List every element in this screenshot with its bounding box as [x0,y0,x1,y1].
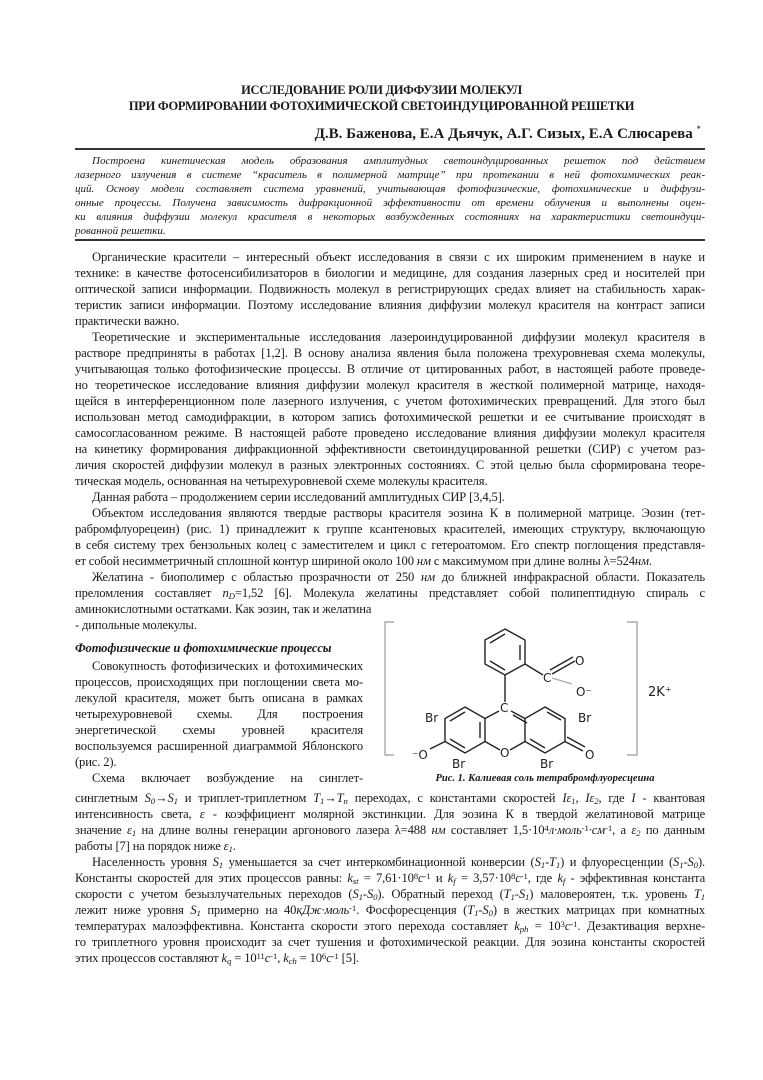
text-run: составляет 1,5·10 [445,823,545,837]
text-run: , [277,951,284,965]
text-run: , [575,791,586,805]
text-run: интенсивность света, [75,807,200,821]
italic-symbol: I [631,791,636,805]
text-run: преломления составляет [75,586,223,600]
subscript: 2 [594,795,599,806]
text-run: Совокупность фотофизических и фотохимических [92,659,363,673]
left-ring-double-bonds [450,712,480,748]
text-run: Теоретические и экспериментальные исследования лазероиндуцированной диффузии молекул красителя в [92,330,705,344]
superscript: 6 [321,950,327,961]
text-run: Органические красители – интересный объект исследования в связи с их широким применением в науке и [92,250,705,264]
text-line [75,377,705,393]
text-line [75,457,705,473]
text-run: переходах, с константами скоростей [347,791,563,805]
text-run: Схема включает возбуждение на синглет- [92,771,363,785]
italic-symbol: л·моль [548,823,582,837]
subscript: 1 [358,891,363,902]
text-run: (рис. 2). [75,755,117,769]
text-run: - коэффициент молярной экстинкции. Для эозина К в твердой желатиновой матрице [204,807,706,821]
text-run: но теоретическое исследование влияния диффузии молекул красителя в жесткой полимерной матрице, находя- [75,378,705,392]
subscript: st [352,875,359,886]
text-run: Населенность уровня [92,855,213,869]
text-run: технике: в качестве фотосенсибилизаторов в биологии и медицине, для создания лазерных сред и носителей при [75,266,705,280]
text-line [75,182,705,196]
text-line [75,770,363,786]
superscript: -1 [605,822,613,833]
italic-symbol: S [352,887,359,901]
italic-symbol: k [447,871,454,885]
text-run: Объектом исследования являются твердые растворы красителя эозина К в полимерной матрице. Эозин (тет- [92,506,705,520]
italic-symbol: c [515,871,521,885]
text-run: по данным [640,823,706,837]
subscript: 2 [636,827,641,838]
label-carboxylate-o: O⁻ [576,685,592,699]
superscript: 3 [560,918,565,929]
text-run: [5]. [338,951,359,965]
subscript: 1 [319,795,325,806]
section-text [75,658,363,786]
section-heading: Фотофизические и фотохимические процессы [75,641,332,655]
italic-symbol: n [222,586,229,600]
text-run: - [683,855,688,869]
title-line-1: ИССЛЕДОВАНИЕ РОЛИ ДИФФУЗИИ МОЛЕКУЛ [241,83,522,97]
text-run: и триплет-триплетном [177,791,314,805]
text-line [75,196,705,210]
subscript: 1 [218,859,224,870]
italic-symbol: ε [127,823,132,837]
abstract [75,154,705,238]
bond-ring-carboxyl [525,664,543,675]
text-run: работы [7] на порядок ниже [75,839,224,853]
italic-symbol: T [336,791,344,805]
text-line [75,553,705,569]
italic-symbol: S [212,855,219,869]
text-run: примерно на 40 [200,903,297,917]
subscript: 1 [474,907,479,918]
text-run: лежит ниже уровня [75,903,191,917]
text-run: ет собой несимметричный сплошной контур шириной около 100 [75,554,417,568]
text-line [75,902,705,918]
text-run: = 7,61·10 [358,871,414,885]
italic-symbol: S [534,855,541,869]
text-run: рабромфлуорецеин) (рис. 1) принадлежит к группе ксантеновых красителей, имеющих структуру, включающую [75,522,705,536]
italic-symbol: c [326,951,332,965]
label-keto-o: O [585,748,595,762]
text-line [75,722,363,738]
text-run: ) и флуоресценции ( [560,855,674,869]
text-line [75,505,705,521]
subscript: 1 [571,795,576,806]
text-line [75,281,705,297]
text-run: го триплетного уровня происходит за счет тушения и фотохимической реакции. Для эозина константы скоростей [75,935,705,949]
text-run: теристик записи информации. Поэтому исследование влияния диффузии молекул красителя на контраст записи [75,298,705,312]
figure-caption: Рис. 1. Калиевая соль тетрабромфлуоресцеина [435,773,655,784]
text-run: - [478,903,483,917]
italic-symbol: ε [199,807,205,821]
italic-symbol: k [347,871,353,885]
text-run: энергетической схемы уровней красителя [75,723,363,737]
subscript: 0 [488,907,493,918]
text-line [75,473,705,489]
italic-symbol: c [418,871,424,885]
paragraph [75,770,363,786]
label-br-upper-right: Br [578,711,592,725]
text-run: этих процессов составляют [75,951,222,965]
subscript: ph [519,923,529,934]
label-br-lower-right: Br [540,757,554,771]
superscript: -1 [423,870,431,881]
benzoate-ring [485,629,525,675]
text-line [75,154,705,168]
subscript: 1 [524,891,530,902]
text-run: Построена кинетическая модель образования амплитудных светоиндуцированных решеток под действием [92,155,705,167]
text-line [75,489,705,505]
text-run: , где [527,871,558,885]
text-run: - квантовая [635,791,706,805]
text-run: лазерного излучения в системе “краситель в полимерной матрице” при протекании в ней фотохимических реак- [75,169,705,181]
text-run: аминокислотными остатками. Как эозин, так и желатина [75,602,372,616]
text-line [75,329,705,345]
italic-symbol: нм [420,570,435,584]
italic-symbol: T [693,887,701,901]
text-run: ) в жестких матрицах при комнатных [492,903,705,917]
text-run: . Дезактивация верхне- [577,919,705,933]
italic-symbol: ·см [588,823,606,837]
subscript: 1 [540,859,545,870]
text-run: щейся в интерференционном поле лазерного излучения, с учетом фотохимических превращений. Для этого был [75,394,705,408]
text-run: самосогласованном режиме. В настоящей работе проведено исследование влияния диффузии молекул красителя [75,426,705,440]
italic-symbol: c [264,951,271,965]
author-names: Д.В. Баженова, Е.А Дьячук, А.Г. Сизых, Е.А Слюсарева [314,126,693,142]
structure-bonds [430,629,585,753]
subscript: 0 [373,891,378,902]
left-ring [445,707,485,753]
text-line [75,870,705,886]
text-run: скорости с учетом безызлучательных переходов ( [75,887,353,901]
italic-symbol: Iε [585,791,595,805]
body-text-processes [75,790,705,966]
text-line [75,168,705,182]
italic-symbol: S [482,903,489,917]
text-run: до ближней инфракрасной области. Показатель [434,570,705,584]
structure-brackets [385,622,637,755]
text-run: рованной решетки. [75,225,166,237]
text-run: ций. Основу модели составляет система уравнений, учитывающая фотофизические, фотохимические и диффузи- [75,183,705,195]
label-br-upper-left: Br [425,711,439,725]
subscript: D [228,590,235,601]
subscript: 0 [693,859,698,870]
superscript: -1 [520,870,528,881]
text-run: = 10 [231,951,257,965]
body-text-intro [75,249,705,633]
text-run: уменьшается за счет интеркомбинационной конверсии ( [223,855,535,869]
text-line [75,886,705,902]
text-line [75,297,705,313]
subscript: n [343,795,348,806]
text-run: . [648,554,652,568]
text-run: - [544,855,550,869]
italic-symbol: c [564,919,571,933]
italic-symbol: S [687,855,694,869]
bond-phenolate [430,742,445,750]
text-line [75,706,363,722]
subscript: 1 [700,891,705,902]
text-run: учитывающая только фотофизические процессы. В отличие от цитированных работ, в настоящей работе проведе- [75,362,705,376]
text-run: лекулой красителя, может быть описана в рамках [75,691,363,705]
title-line-2: ПРИ ФОРМИРОВАНИИ ФОТОХИМИЧЕСКОЙ СВЕТОИНДУЦИРОВАННОЙ РЕШЕТКИ [128,99,635,113]
text-line [75,265,705,281]
left-bracket [385,622,394,755]
text-line [75,569,705,585]
figure-eosin-structure [380,612,710,792]
italic-symbol: T [549,855,556,869]
paragraph [75,505,705,569]
text-line [75,790,705,806]
text-run: - эффективная константа [565,871,706,885]
text-run: . Фосфоресценция ( [356,903,468,917]
text-run: на кинетику формирования дифракционной эффективности светоиндуцированной решетки (СИР) с учетом раз- [75,442,705,456]
paragraph [75,154,705,238]
text-run: = 10 [528,919,561,933]
article-title [0,82,763,114]
label-phenolate-o: ⁻O [412,748,428,762]
subscript: f [453,875,456,886]
text-run: и [430,871,448,885]
text-line [75,854,705,870]
text-run: → [154,791,168,805]
italic-symbol: T [467,903,475,917]
text-line [75,425,705,441]
label-ring-o: O [500,746,510,760]
text-run: личия скоростей диффузии молекул в разных электронных состояниях. С этой целью была сформирована теоре- [75,458,705,472]
italic-symbol: кДж·моль [296,903,350,917]
bond-keto [565,737,585,751]
subscript: 1 [131,827,137,838]
italic-symbol: нм [431,823,446,837]
text-line [75,345,705,361]
subscript: ch [288,955,297,966]
text-run: оптической записи информации. Подвижность молекул в регистрирующих средах влияет на стабильность харак- [75,282,705,296]
text-run: четырехуровневой схемы. Для построения [75,707,363,721]
abstract-bottom-rule [75,239,705,241]
italic-symbol: k [557,871,563,885]
text-run: → [324,791,337,805]
italic-symbol: Iε [562,791,572,805]
italic-symbol: нм [416,554,431,568]
authors [315,124,701,143]
label-carboxyl-c: C [543,671,552,685]
text-line [75,950,705,966]
superscript: 8 [413,870,419,881]
paragraph [75,658,363,770]
right-ring-double-bonds [530,712,561,748]
central-ring-bonds [485,711,527,750]
text-run: на длине волны генерации аргонового лазера λ=488 [136,823,432,837]
italic-symbol: S [167,791,174,805]
text-run: ) маловероятен, т.к. уровень [529,887,694,901]
italic-symbol: T [503,887,511,901]
text-line [75,918,705,934]
subscript: 0 [150,795,155,806]
author-footnote-mark: * [696,124,701,134]
italic-symbol: S [673,855,680,869]
text-line [75,934,705,950]
text-run: растворе предприняты в работах [1,2]. В основу анализа явления была положена трехуровневая схема молекулы, [75,346,705,360]
paragraph [75,489,705,505]
italic-symbol: S [366,887,374,901]
text-line [75,249,705,265]
text-line [75,822,705,838]
text-run: - [362,887,367,901]
bond-carbonyl [550,657,575,674]
italic-symbol: k [221,951,227,965]
text-run: в себя систему трех бензольных колец с заместителем и цикл с гетероатомом. Его спектр поглощения представля- [75,538,705,552]
italic-symbol: ε [223,839,229,853]
text-line [75,585,705,601]
subscript: f [562,875,566,886]
subscript: 1 [510,891,515,902]
text-run: синглетным [75,791,145,805]
paragraph [75,790,705,854]
superscript: -1 [581,822,589,833]
section-photophysical [75,640,363,786]
subscript: 1 [555,859,561,870]
label-central-c: C [500,701,509,715]
text-run: температурах малоэффективна. Константа скорости этого перехода составляет [75,919,515,933]
text-line [75,313,705,329]
text-line [75,521,705,537]
text-line [75,674,363,690]
text-line [75,224,705,238]
text-line [75,806,705,822]
text-line [75,838,705,854]
text-run: с максимумом при длине волны λ=524 [430,554,635,568]
italic-symbol: S [190,903,197,917]
paragraph [75,854,705,966]
subscript: q [226,955,232,966]
italic-symbol: S [144,791,151,805]
italic-symbol: нм [634,554,649,568]
italic-symbol: ε [631,823,637,837]
right-bracket [627,622,637,755]
text-run: =1,52 [6]. Молекула желатины представляет собой полипептидную спираль с [234,586,705,600]
text-run: Данная работа – продолжением серии исследований амплитудных СИР [3,4,5]. [92,490,505,504]
text-run: , а [612,823,632,837]
label-counterion: 2K⁺ [648,685,672,700]
label-carbonyl-o: O [575,654,585,668]
text-line [75,393,705,409]
italic-symbol: k [514,919,520,933]
text-line [75,361,705,377]
bond-carboxylate [552,678,572,684]
text-line [75,690,363,706]
text-run: , где [598,791,632,805]
subscript: 1 [196,907,201,918]
subscript: 1 [679,859,684,870]
text-run: значение [75,823,128,837]
text-run: воспользуемся расширенной диаграммой Яблонского [75,739,363,753]
text-run: онные процессы. Получена зависимость дифракционной эффективности от времени облучения и выполнены оцен- [75,197,705,209]
superscript: -1 [331,950,339,961]
text-run: = 3,57·10 [455,871,511,885]
subscript: 1 [173,795,178,806]
text-run: Желатина - биополимер с областью прозрачности от 250 [92,570,421,584]
text-run: - дипольные молекулы. [75,618,197,632]
superscript: 8 [510,870,516,881]
text-run: - [514,887,519,901]
benzoate-double-bonds [490,634,520,670]
subscript: 1 [228,843,233,854]
text-line [75,754,363,770]
right-ring [525,707,565,753]
italic-symbol: T [313,791,320,805]
italic-symbol: k [283,951,289,965]
paragraph [75,249,705,329]
text-run: ). [697,855,705,869]
superscript: 11 [256,950,265,961]
text-run: использован метод самодифракции, в котором запись фотохимической решетки и ее считывание происходят в [75,410,705,424]
superscript: -1 [570,918,578,929]
text-run: процессов, происходящих при поглощении света мо- [75,675,363,689]
text-run: практически важно. [75,314,180,328]
text-run: ). Обратный переход ( [377,887,504,901]
text-line [75,409,705,425]
superscript: -1 [349,902,357,913]
italic-symbol: S [518,887,525,901]
paragraph [75,329,705,489]
text-run: тическая модель, основанная на четырехуровневой схеме молекулы красителя. [75,474,488,488]
abstract-top-rule [75,148,705,150]
text-run: Константы скоростей для этих процессов равны: [75,871,348,885]
text-run: . [232,839,236,853]
text-line [75,738,363,754]
text-line [75,441,705,457]
text-run: = 10 [296,951,322,965]
label-br-lower-left: Br [452,757,466,771]
text-line [75,537,705,553]
text-run: ки влияния диффузии молекул красителя в некоторых возбужденных состояниях на характеристики светоиндуци- [75,211,705,223]
superscript: 4 [544,822,549,833]
text-line [75,210,705,224]
superscript: -1 [270,950,278,961]
text-line [75,658,363,674]
